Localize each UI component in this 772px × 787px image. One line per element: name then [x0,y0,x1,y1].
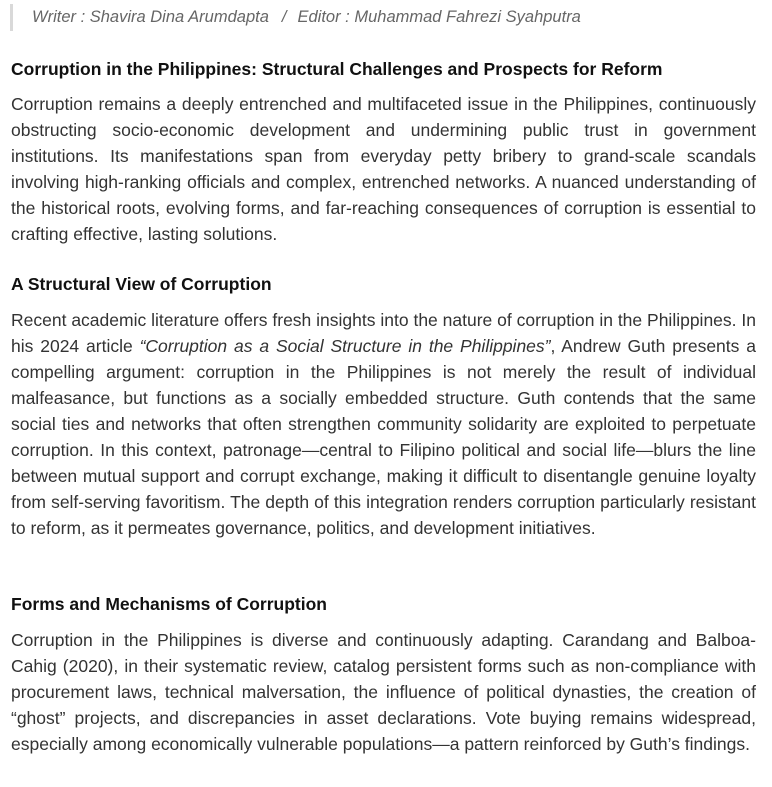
paragraph-text: , Andrew Guth presents a compelling argument: corruption in the Philippines is not merely the result of individual malfeasance, but functions as a socially embedded structure. Guth contends that the same social ties and networks that often strengthen community solidarity are exploited to perpetuate corruption. In this context, patronage—central to Filipino political and social life—blurs the line between mutual support and corrupt exchange, making it difficult to disentangle genuine loyalty from self-serving favoritism. The depth of this integration renders corruption particularly resistant to reform, as it permeates governance, politics, and development initiatives. [11,336,756,538]
section-heading-structural-view: A Structural View of Corruption [11,274,272,294]
structural-view-paragraph [11,307,756,541]
editor-credit: Editor : Muhammad Fahrezi Syahputra [297,8,581,26]
article-title: Corruption in the Philippines: Structural Challenges and Prospects for Reform [11,59,663,79]
byline [10,4,581,31]
forms-mechanisms-paragraph: Corruption in the Philippines is diverse and continuously adapting. Carandang and Balboa-Cahig (2020), in their systematic review, catalog persistent forms such as non-compliance with procurement laws, technical malversation, the influence of political dynasties, the creation of “ghost” projects, and discrepancies in asset declarations. Vote buying remains widespread, especially among economically vulnerable populations—a pattern reinforced by Guth’s findings. [11,630,756,754]
section-heading-forms-mechanisms: Forms and Mechanisms of Corruption [11,594,327,614]
writer-credit: Writer : Shavira Dina Arumdapta [32,8,269,26]
intro-paragraph: Corruption remains a deeply entrenched and multifaceted issue in the Philippines, continuously obstructing socio-economic development and undermining public trust in government institutions. Its manifestations span from everyday petty bribery to grand-scale scandals involving high-ranking officials and complex, entrenched networks. A nuanced understanding of the historical roots, evolving forms, and far-reaching consequences of corruption is essential to crafting effective, lasting solutions. [11,94,756,244]
paragraph-text: Recent academic literature offers fresh insights into the nature of corruption in the Philippines. In his 2024 article [11,310,756,356]
cited-article-title: “Corruption as a Social Structure in the Philippines” [139,336,551,356]
byline-separator: / [281,8,287,26]
